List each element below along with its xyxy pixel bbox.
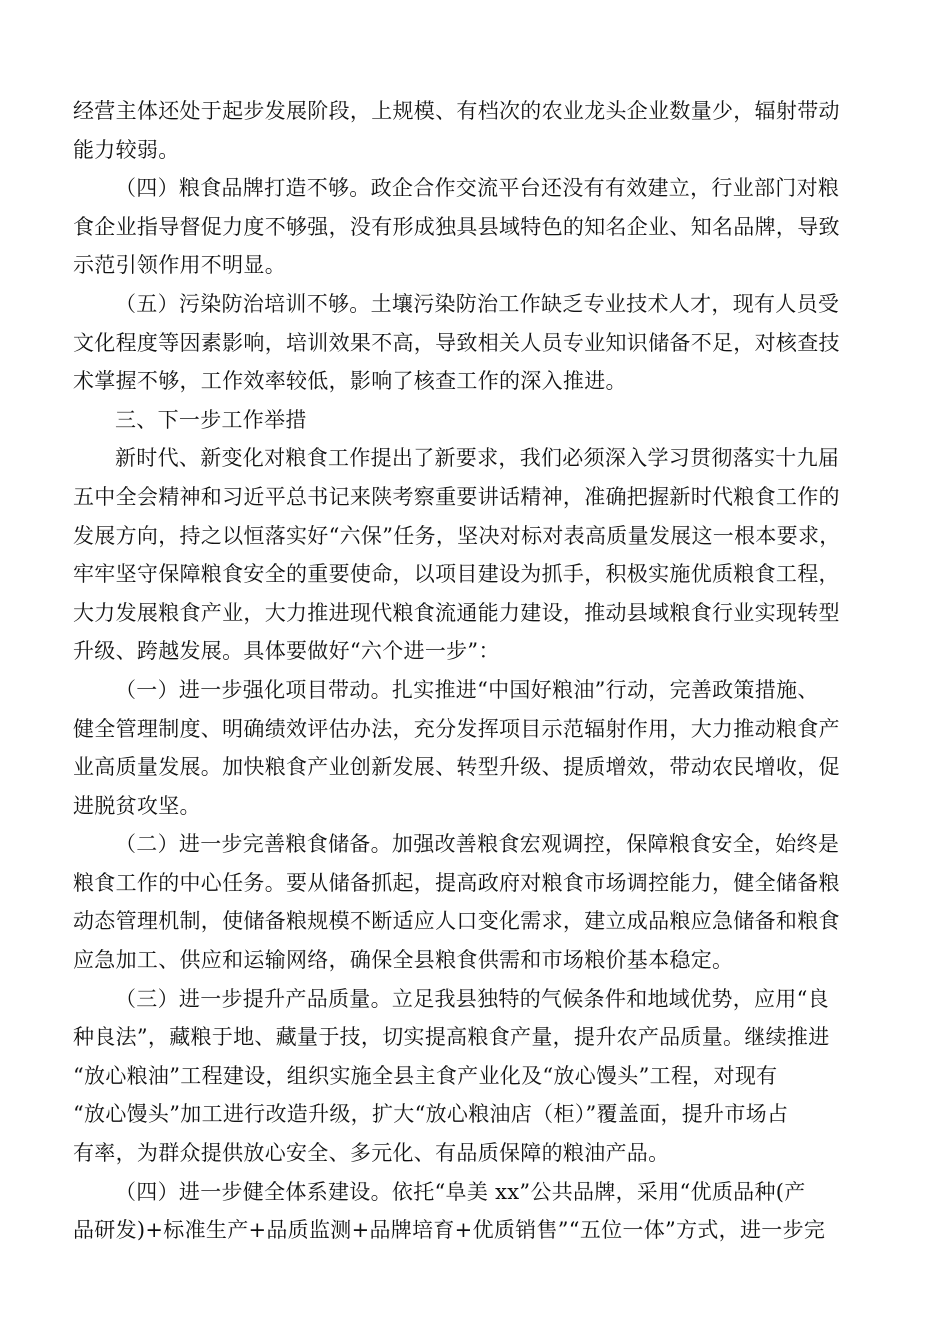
paragraph-2 [73,169,881,285]
text-line: 进脱贫攻坚。 [73,793,201,818]
text-line: 文化程度等因素影响，培训效果不高，导致相关人员专业知识储备不足，对核查技 [73,330,840,355]
text-line: 升级、跨越发展。具体要做好“六个进一步”： [73,639,500,664]
text-line: 牢牢坚守保障粮食安全的重要使命，以项目建设为抓手，积极实施优质粮食工程， [73,562,840,587]
text-line: （五）污染防治培训不够。土壤污染防治工作缺乏专业技术人才，现有人员受 [115,291,840,316]
text-line: 大力发展粮食产业，大力推进现代粮食流通能力建设，推动县域粮食行业实现转型 [73,600,840,625]
text-line: 五中全会精神和习近平总书记来陕考察重要讲话精神，准确把握新时代粮食工作的 [73,484,840,509]
paragraph-3 [73,285,881,401]
text-line: 动态管理机制，使储备粮规模不断适应人口变化需求，建立成品粮应急储备和粮食 [73,909,840,934]
text-line: 健全管理制度、明确绩效评估办法，充分发挥项目示范辐射作用，大力推动粮食产 [73,716,840,741]
text-line: 有率，为群众提供放心安全、多元化、有品质保障的粮油产品。 [73,1141,670,1166]
text-line: 示范引领作用不明显。 [73,253,286,278]
text-line: （四）进一步健全体系建设。依托“阜美 xx”公共品牌，采用“优质品种(产 [115,1179,806,1204]
text-line: （一）进一步强化项目带动。扎实推进“中国好粮油”行动，完善政策措施、 [115,677,819,702]
text-line: （二）进一步完善粮食储备。加强改善粮食宏观调控，保障粮食安全，始终是 [115,832,840,857]
text-line: 新时代、新变化对粮食工作提出了新要求，我们必须深入学习贯彻落实十九届 [115,446,840,471]
text-line: 业高质量发展。加快粮食产业创新发展、转型升级、提质增效，带动农民增收，促 [73,755,840,780]
document-body [73,92,881,1250]
text-line: 粮食工作的中心任务。要从储备抓起，提高政府对粮食市场调控能力，健全储备粮 [73,870,840,895]
text-line: 术掌握不够，工作效率较低，影响了核查工作的深入推进。 [73,369,627,394]
text-line: 发展方向，持之以恒落实好“六保”任务，坚决对标对表高质量发展这一根本要求， [73,523,841,548]
text-line: 能力较弱。 [73,137,180,162]
text-line: 品研发)+标准生产+品质监测+品牌培育+优质销售”“五位一体”方式，进一步完 [73,1218,826,1243]
text-line: “放心馒头”加工进行改造升级，扩大“放心粮油店（柜）”覆盖面，提升市场占 [73,1102,789,1127]
text-line: “放心粮油”工程建设，组织实施全县主食产业化及“放心馒头”工程，对现有 [73,1063,778,1088]
text-line: 食企业指导督促力度不够强，没有形成独具县域特色的知名企业、知名品牌，导致 [73,214,840,239]
paragraph-8 [73,980,881,1173]
heading-line: 三、下一步工作举措 [115,407,307,432]
paragraph-6 [73,671,881,825]
text-line: 种良法”，藏粮于地、藏量于技，切实提高粮食产量，提升农产品质量。继续推进 [73,1025,830,1050]
text-line: （三）进一步提升产品质量。立足我县独特的气候条件和地域优势，应用“良 [115,986,829,1011]
section-heading [73,401,881,440]
text-line: 应急加工、供应和运输网络，确保全县粮食供需和市场粮价基本稳定。 [73,948,734,973]
paragraph-1 [73,92,881,169]
paragraph-7 [73,825,881,979]
text-line: （四）粮食品牌打造不够。政企合作交流平台还没有有效建立，行业部门对粮 [115,176,840,201]
paragraph-9 [73,1173,881,1250]
paragraph-5 [73,439,881,671]
text-line: 经营主体还处于起步发展阶段，上规模、有档次的农业龙头企业数量少，辐射带动 [73,99,840,123]
